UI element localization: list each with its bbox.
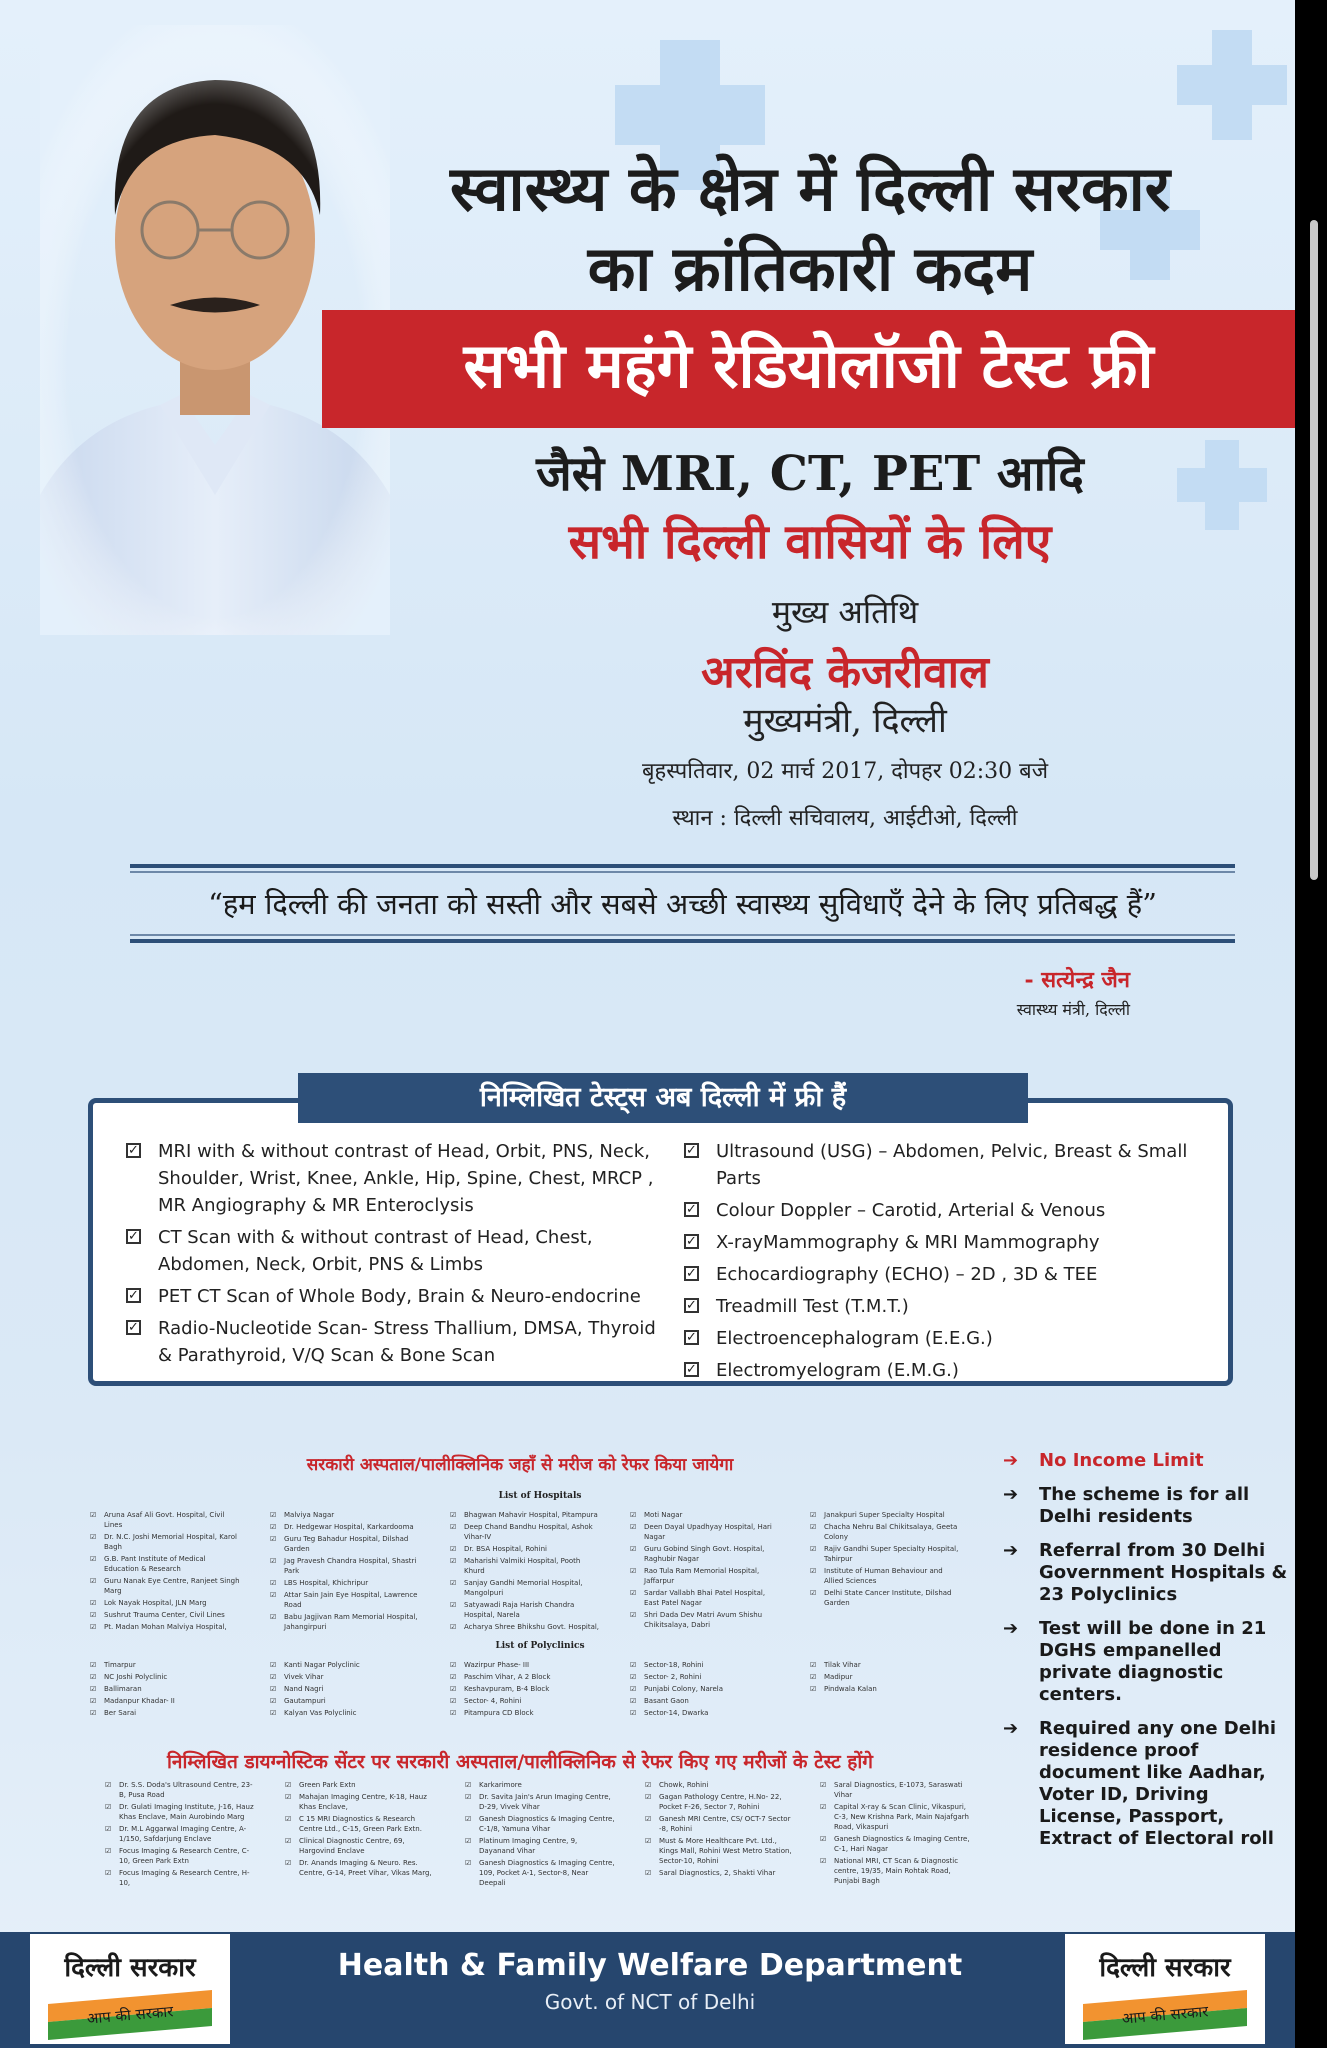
list-item: ☑ Dr. Anands Imaging & Neuro. Res. Centre, G-14, Preet Vihar, Vikas Marg, [285, 1858, 435, 1878]
arrow-right-icon: ➔ [1003, 1618, 1019, 1639]
checkbox-icon: ✓ [684, 1266, 699, 1281]
list-item: ☑ Rao Tula Ram Memorial Hospital, Jaffarpur [630, 1566, 780, 1586]
chief-guest-name: अरविंद केजरीवाल [701, 647, 989, 698]
checkbox-icon: ✓ [126, 1320, 141, 1335]
list-item: ☑ Dr. Hedgewar Hospital, Karkardooma [270, 1522, 420, 1532]
checkbox-icon: ✓ [126, 1143, 141, 1158]
list-item: ☑ Attar Sain Jain Eye Hospital, Lawrence Road [270, 1590, 420, 1610]
list-column [270, 1660, 420, 1720]
list-item: ☑ Aruna Asaf Ali Govt. Hospital, Civil Lines [90, 1510, 240, 1530]
test-item [126, 1138, 666, 1219]
list-item: ☑ Ber Sarai [90, 1708, 240, 1718]
logo-text-top: दिल्ली सरकार [64, 1953, 196, 1983]
government-name: Govt. of NCT of Delhi [544, 1990, 756, 2014]
test-item [684, 1325, 1204, 1352]
headline-line-2: का क्रांतिकारी कदम [587, 232, 1033, 305]
list-item: ☑ Saral Diagnostics, 2, Shakti Vihar [645, 1868, 795, 1878]
test-item-label: Electroencephalogram (E.E.G.) [716, 1328, 993, 1349]
highlight-text: Required any one Delhi residence proof document like Aadhar, Voter ID, Driving License, Passport, Extract of Electoral roll [1039, 1718, 1277, 1849]
list-column [450, 1660, 600, 1720]
test-item [684, 1293, 1204, 1320]
list-item: ☑ Dr. Savita Jain's Arun Imaging Centre, D-29, Vivek Vihar [465, 1792, 615, 1812]
list-item: ☑ Pitampura CD Block [450, 1708, 600, 1718]
list-item: ☑ Focus Imaging & Research Centre, H-10, [105, 1868, 255, 1888]
list-item: ☑ Sanjay Gandhi Memorial Hospital, Mangolpuri [450, 1578, 600, 1598]
list-item: ☑ Chacha Nehru Bal Chikitsalaya, Geeta Colony [810, 1522, 960, 1542]
list-item: ☑ Dr. M.L Aggarwal Imaging Centre, A-1/150, Safdarjung Enclave [105, 1824, 255, 1844]
list-item: ☑ Sector-18, Rohini [630, 1660, 780, 1670]
department-name: Health & Family Welfare Department [337, 1948, 963, 1983]
divider [130, 864, 1235, 868]
divider [130, 934, 1235, 936]
list-item: ☑ Chowk, Rohini [645, 1780, 795, 1790]
medical-cross-decoration [1177, 65, 1287, 105]
list-item: ☑ Clinical Diagnostic Centre, 69, Hargovind Enclave [285, 1836, 435, 1856]
list-item: ☑ LBS Hospital, Khichripur [270, 1578, 420, 1588]
list-item: ☑ Janakpuri Super Specialty Hospital [810, 1510, 960, 1520]
tests-example-line: जैसे MRI, CT, PET आदि [536, 446, 1084, 502]
list-item: ☑ Paschim Vihar, A 2 Block [450, 1672, 600, 1682]
checkbox-icon: ✓ [126, 1288, 141, 1303]
chief-guest-label: मुख्य अतिथि [771, 593, 919, 631]
list-column [90, 1510, 240, 1634]
list-item: ☑ Acharya Shree Bhikshu Govt. Hospital, [450, 1622, 600, 1632]
list-item: ☑ Maharishi Valmiki Hospital, Pooth Khurd [450, 1556, 600, 1576]
test-item-label: Colour Doppler – Carotid, Arterial & Venous [716, 1200, 1106, 1221]
event-venue: स्थान : दिल्ली सचिवालय, आईटीओ, दिल्ली [672, 806, 1018, 831]
list-column [105, 1780, 255, 1890]
list-item: ☑ Platinum Imaging Centre, 9, Dayanand Vihar [465, 1836, 615, 1856]
list-item: ☑ Ganesh MRI Centre, CS/ OCT-7 Sector -8, Rohini [645, 1814, 795, 1834]
test-item [126, 1224, 666, 1278]
checkbox-icon: ✓ [684, 1202, 699, 1217]
arrow-right-icon: ➔ [1003, 1540, 1019, 1561]
highlight-item [1003, 1618, 1288, 1706]
highlight-item [1003, 1484, 1288, 1528]
list-item: ☑ Dr. Gulati Imaging Institute, J-16, Hauz Khas Enclave, Main Aurobindo Marg [105, 1802, 255, 1822]
list-item: ☑ Focus Imaging & Research Centre, C-10, Green Park Extn [105, 1846, 255, 1866]
list-item: ☑ Delhi State Cancer Institute, Dilshad Garden [810, 1588, 960, 1608]
logo-text-bottom: आप की सरकार [1121, 2002, 1210, 2028]
highlight-item [1003, 1718, 1288, 1850]
list-item: ☑ Karkarimore [465, 1780, 615, 1790]
list-item: ☑ Dr. S.S. Doda's Ultrasound Centre, 23-B, Pusa Road [105, 1780, 255, 1800]
list-item: ☑ Keshavpuram, B-4 Block [450, 1684, 600, 1694]
logo-text-bottom: आप की सरकार [86, 2002, 175, 2028]
list-item: ☑ Ganesh Diagnostics & Imaging Centre, 109, Pocket A-1, Sector-8, Near Deepali [465, 1858, 615, 1888]
hospitals-section-title: सरकारी अस्पताल/पालीक्लिनिक जहाँ से मरीज को रेफर किया जायेगा [306, 1455, 734, 1475]
list-column [450, 1510, 600, 1634]
minister-quote: “हम दिल्ली की जनता को सस्ती और सबसे अच्छी स्वास्थ्य सुविधाएँ देने के लिए प्रतिबद्ध हैं” [208, 887, 1157, 921]
checkbox-icon: ✓ [126, 1229, 141, 1244]
list-item: ☑ NC Joshi Polyclinic [90, 1672, 240, 1682]
list-column [645, 1780, 795, 1880]
list-item: ☑ Dr. N.C. Joshi Memorial Hospital, Karol Bagh [90, 1532, 240, 1552]
list-item: ☑ Saral Diagnostics, E-1073, Saraswati Vihar [820, 1780, 970, 1800]
list-item: ☑ Lok Nayak Hospital, JLN Marg [90, 1598, 240, 1608]
list-item: ☑ Pindwala Kalan [810, 1684, 960, 1694]
test-item [684, 1138, 1204, 1192]
highlight-item [1003, 1450, 1288, 1472]
list-item: ☑ Sector- 2, Rohini [630, 1672, 780, 1682]
list-item: ☑ Babu Jagjivan Ram Memorial Hospital, Jahangirpuri [270, 1612, 420, 1632]
test-item [126, 1283, 666, 1310]
test-item-label: MRI with & without contrast of Head, Orbit, PNS, Neck, Shoulder, Wrist, Knee, Ankle, Hip, Spine, Chest, MRCP , MR Angiography & MR Enteroclysis [158, 1141, 654, 1216]
list-item: ☑ Tilak Vihar [810, 1660, 960, 1670]
list-column [630, 1660, 780, 1720]
checkbox-icon: ✓ [684, 1330, 699, 1345]
list-item: ☑ Sardar Vallabh Bhai Patel Hospital, East Patel Nagar [630, 1588, 780, 1608]
list-item: ☑ Must & More Healthcare Pvt. Ltd., Kings Mall, Rohini West Metro Station, Sector-10, Rohini [645, 1836, 795, 1866]
arrow-right-icon: ➔ [1003, 1450, 1019, 1471]
list-item: ☑ Kalyan Vas Polyclinic [270, 1708, 420, 1718]
list-item: ☑ Capital X-ray & Scan Clinic, Vikaspuri, C-3, New Krishna Park, Main Najafgarh Road, Vikaspuri [820, 1802, 970, 1832]
list-item: ☑ Wazirpur Phase- III [450, 1660, 600, 1670]
medical-cross-decoration [615, 85, 765, 145]
list-item: ☑ Rajiv Gandhi Super Specialty Hospital, Tahirpur [810, 1544, 960, 1564]
list-item: ☑ Shri Dada Dev Matri Avum Shishu Chikitsalaya, Dabri [630, 1610, 780, 1630]
checkbox-icon: ✓ [684, 1143, 699, 1158]
list-column [820, 1780, 970, 1888]
list-item: ☑ Timarpur [90, 1660, 240, 1670]
checkbox-icon: ✓ [684, 1362, 699, 1377]
list-item: ☑ Pt. Madan Mohan Malviya Hospital, [90, 1622, 240, 1632]
list-item: ☑ Guru Nanak Eye Centre, Ranjeet Singh Marg [90, 1576, 240, 1596]
test-item-label: Echocardiography (ECHO) – 2D , 3D & TEE [716, 1264, 1098, 1285]
list-column [810, 1510, 960, 1610]
list-item: ☑ Satyawadi Raja Harish Chandra Hospital, Narela [450, 1600, 600, 1620]
divider [130, 871, 1235, 873]
test-item-label: PET CT Scan of Whole Body, Brain & Neuro-endocrine [158, 1286, 641, 1307]
list-item: ☑ Jag Pravesh Chandra Hospital, Shastri Park [270, 1556, 420, 1576]
highlight-text: The scheme is for all Delhi residents [1039, 1484, 1250, 1527]
list-item: ☑ Deen Dayal Upadhyay Hospital, Hari Nagar [630, 1522, 780, 1542]
list-item: ☑ Madanpur Khadar- II [90, 1696, 240, 1706]
list-item: ☑ Guru Gobind Singh Govt. Hospital, Raghubir Nagar [630, 1544, 780, 1564]
list-item: ☑ Guru Teg Bahadur Hospital, Dilshad Garden [270, 1534, 420, 1554]
test-item-label: CT Scan with & without contrast of Head, Chest, Abdomen, Neck, Orbit, PNS & Limbs [158, 1227, 593, 1275]
delhi-govt-logo-left [30, 1934, 230, 2044]
quote-author-role: स्वास्थ्य मंत्री, दिल्ली [1016, 1000, 1130, 1019]
list-column [270, 1510, 420, 1634]
audience-line: सभी दिल्ली वासियों के लिए [568, 514, 1052, 570]
arrow-right-icon: ➔ [1003, 1718, 1019, 1739]
polyclinics-list-label: List of Polyclinics [495, 1641, 585, 1651]
list-item: ☑ Deep Chand Bandhu Hospital, Ashok Vihar-IV [450, 1522, 600, 1542]
list-item: ☑ Bhagwan Mahavir Hospital, Pitampura [450, 1510, 600, 1520]
scrollbar-thumb[interactable] [1310, 220, 1318, 880]
headline-line-1: स्वास्थ्य के क्षेत्र में दिल्ली सरकार [449, 152, 1171, 225]
list-item: ☑ Green Park Extn [285, 1780, 435, 1790]
tests-list-right [684, 1138, 1204, 1389]
list-item: ☑ G.B. Pant Institute of Medical Education & Research [90, 1554, 240, 1574]
checkbox-icon: ✓ [684, 1234, 699, 1249]
list-item: ☑ Sector- 4, Rohini [450, 1696, 600, 1706]
list-item: ☑ Sector-14, Dwarka [630, 1708, 780, 1718]
list-item: ☑ Dr. BSA Hospital, Rohini [450, 1544, 600, 1554]
delhi-govt-logo-right [1065, 1934, 1265, 2044]
list-item: ☑ Institute of Human Behaviour and Allied Sciences [810, 1566, 960, 1586]
test-item [684, 1229, 1204, 1256]
arrow-right-icon: ➔ [1003, 1484, 1019, 1505]
list-item: ☑ Sushrut Trauma Center, Civil Lines [90, 1610, 240, 1620]
list-item: ☑ Ganesh Diagnostics & Imaging Centre, C-1, Hari Nagar [820, 1834, 970, 1854]
test-item-label: Ultrasound (USG) – Abdomen, Pelvic, Breast & Small Parts [716, 1141, 1188, 1189]
list-item: ☑ Ballimaran [90, 1684, 240, 1694]
test-item-label: Radio-Nucleotide Scan- Stress Thallium, DMSA, Thyroid & Parathyroid, V/Q Scan & Bone Scan [158, 1318, 656, 1366]
divider [130, 939, 1235, 943]
list-item: ☑ Ganesh Diagnostics & Imaging Centre, C-1/8, Yamuna Vihar [465, 1814, 615, 1834]
list-item: ☑ C 15 MRI Diagnostics & Research Centre Ltd., C-15, Green Park Extn. [285, 1814, 435, 1834]
test-item [684, 1261, 1204, 1288]
hospitals-list-label: List of Hospitals [498, 1491, 582, 1501]
test-item-label: Treadmill Test (T.M.T.) [716, 1296, 909, 1317]
list-column [465, 1780, 615, 1890]
test-item [684, 1357, 1204, 1384]
test-item-label: Electromyelogram (E.M.G.) [716, 1360, 959, 1381]
list-item: ☑ Nand Nagri [270, 1684, 420, 1694]
list-column [285, 1780, 435, 1880]
highlight-text: Referral from 30 Delhi Government Hospitals & 23 Polyclinics [1039, 1540, 1288, 1605]
list-column [90, 1660, 240, 1720]
list-column [810, 1660, 960, 1696]
list-item: ☑ Gautampuri [270, 1696, 420, 1706]
list-item: ☑ Gagan Pathology Centre, H.No- 22, Pocket F-26, Sector 7, Rohini [645, 1792, 795, 1812]
list-item: ☑ Moti Nagar [630, 1510, 780, 1520]
list-item: ☑ Madipur [810, 1672, 960, 1682]
list-item: ☑ Mahajan Imaging Centre, K-18, Hauz Khas Enclave, [285, 1792, 435, 1812]
list-item: ☑ Vivek Vihar [270, 1672, 420, 1682]
test-item [684, 1197, 1204, 1224]
diagnostics-section-title: निम्लिखित डायग्नोस्टिक सेंटर पर सरकारी अस्पताल/पालीक्लिनिक से रेफर किए गए मरीजों के टेस्ट होंगे [167, 1751, 873, 1773]
chief-guest-role: मुख्यमंत्री, दिल्ली [743, 701, 947, 741]
highlight-text: Test will be done in 21 DGHS empanelled private diagnostic centers. [1039, 1618, 1267, 1705]
checkbox-icon: ✓ [684, 1298, 699, 1313]
logo-text-top: दिल्ली सरकार [1099, 1953, 1231, 1983]
list-item: ☑ Punjabi Colony, Narela [630, 1684, 780, 1694]
banner-text: सभी महंगे रेडियोलॉजी टेस्ट फ्री [463, 329, 1154, 402]
scheme-highlights [1003, 1450, 1288, 1862]
list-item: ☑ Basant Gaon [630, 1696, 780, 1706]
list-item: ☑ Malviya Nagar [270, 1510, 420, 1520]
highlight-item [1003, 1540, 1288, 1606]
list-column [630, 1510, 780, 1632]
free-tests-header: निम्लिखित टेस्ट्स अब दिल्ली में फ्री हैं [298, 1073, 1028, 1123]
list-item: ☑ National MRI, CT Scan & Diagnostic centre, 19/35, Main Rohtak Road, Punjabi Bagh [820, 1856, 970, 1886]
tests-list-left [126, 1138, 666, 1374]
quote-author: - सत्येन्द्र जैन [1024, 967, 1130, 993]
test-item-label: X-rayMammography & MRI Mammography [716, 1232, 1100, 1253]
test-item [126, 1315, 666, 1369]
highlight-text: No Income Limit [1039, 1450, 1204, 1471]
list-item: ☑ Kanti Nagar Polyclinic [270, 1660, 420, 1670]
event-date: बृहस्पतिवार, 02 मार्च 2017, दोपहर 02:30 बजे [641, 759, 1049, 784]
